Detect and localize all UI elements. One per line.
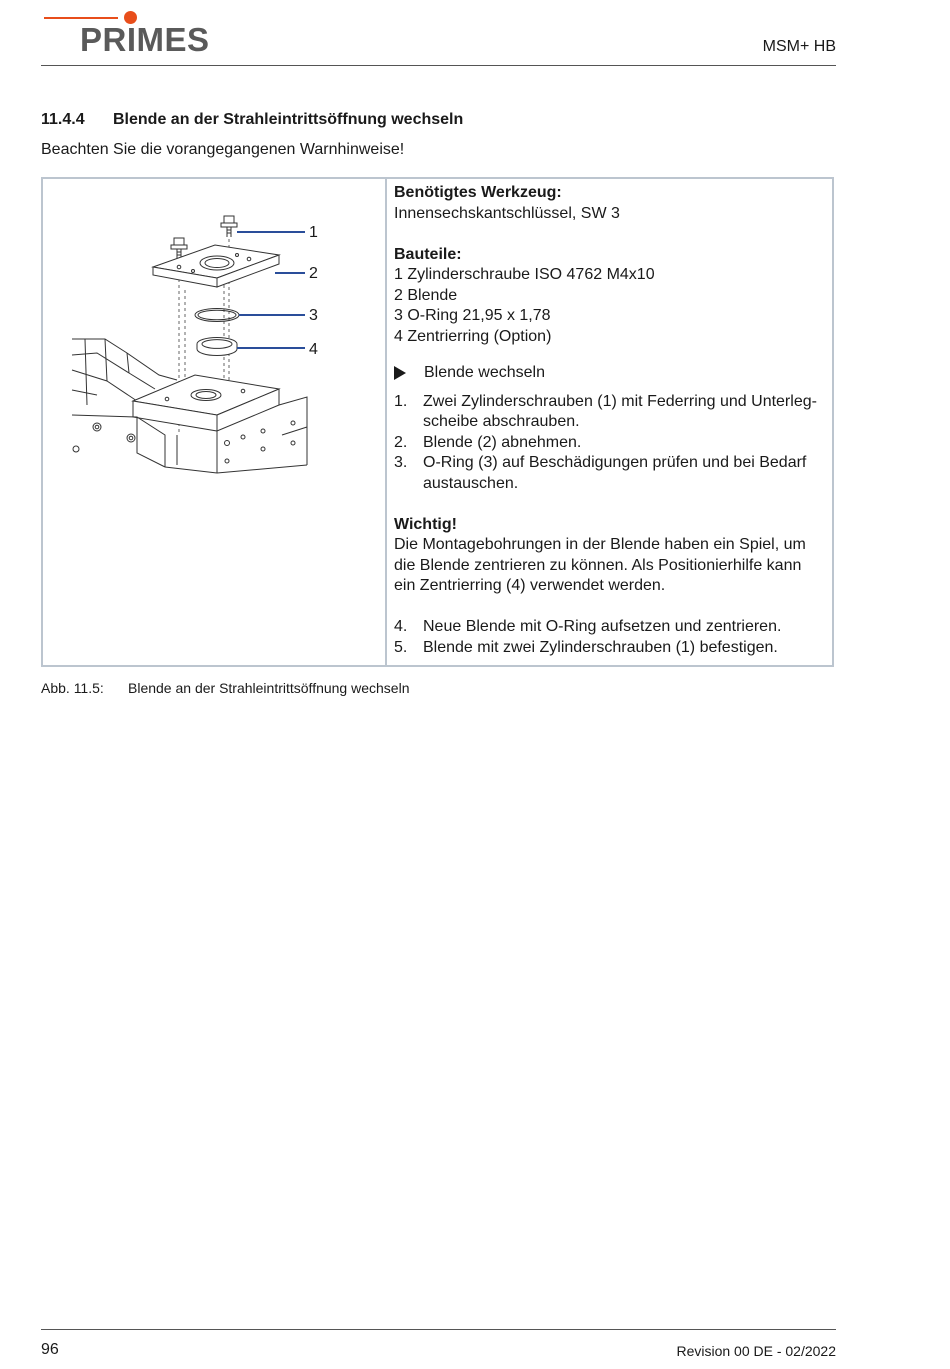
header-divider: [41, 65, 836, 66]
parts-item: 2 Blende: [394, 286, 458, 304]
callout-label-4: 4: [309, 341, 318, 358]
tools-heading: Benötigtes Werkzeug:: [394, 184, 562, 201]
callout-label-1: 1: [309, 224, 318, 241]
list-item: [394, 617, 826, 638]
step-text: Blende mit zwei Zylinderschrauben (1) befestigen.: [423, 638, 778, 656]
important-text: Die Montagebohrungen in der Blende haben ein Spiel, um die Blende zentrieren zu können. Als Positionierhilfe kann ein Zentrierring (4) verwendet werden.: [394, 536, 806, 594]
revision-text: Revision 00 DE - 02/2022: [676, 1343, 836, 1359]
instruction-panel: [394, 183, 826, 658]
important-heading: Wichtig!: [394, 515, 457, 533]
step-text: O-Ring (3) auf Beschädigungen prüfen und bei Bedarf austauschen.: [423, 454, 807, 492]
step-number: 1.: [394, 392, 408, 410]
step-text: Neue Blende mit O-Ring aufsetzen und zentrieren.: [423, 618, 782, 635]
parts-item: 3 O-Ring 21,95 x 1,78: [394, 307, 551, 324]
caption-text: Blende an der Strahleintrittsöffnung wechseln: [128, 680, 410, 696]
list-item: [394, 453, 826, 494]
step-number: 4.: [394, 618, 408, 635]
callout-label-3: 3: [309, 307, 318, 324]
caption-number: Abb. 11.5:: [41, 680, 104, 696]
callout-label-2: 2: [309, 265, 318, 282]
action-line: [394, 363, 826, 384]
parts-item: 1 Zylinderschraube ISO 4762 M4x10: [394, 266, 655, 283]
action-arrow-icon: [394, 366, 406, 380]
exploded-view-illustration: [67, 205, 367, 475]
screw-right: [221, 216, 237, 237]
page-number: 96: [41, 1341, 59, 1358]
step-text: Blende (2) abnehmen.: [423, 433, 582, 451]
steps-list-a: [394, 392, 826, 495]
step-number: 3.: [394, 454, 408, 471]
list-item: [394, 638, 826, 659]
figure-divider: [385, 179, 387, 665]
intro-text: Beachten Sie die vorangegangenen Warnhinweise!: [41, 141, 405, 158]
parts-heading: Bauteile:: [394, 245, 462, 263]
action-label: Blende wechseln: [424, 364, 545, 381]
parts-item: 4 Zentrierring (Option): [394, 327, 552, 345]
section-number: 11.4.4: [41, 111, 85, 128]
footer-divider: [41, 1329, 836, 1330]
figure-caption: [41, 680, 409, 696]
logo-line: [44, 17, 118, 19]
step-text: Zwei Zylinderschrauben (1) mit Federring und Unterleg- scheibe abschrauben.: [423, 392, 817, 430]
list-item: [394, 392, 826, 433]
tools-text: Innensechskantschlüssel, SW 3: [394, 204, 620, 222]
document-title: MSM+ HB: [762, 38, 836, 55]
parts-list: [394, 265, 826, 347]
steps-list-b: [394, 617, 826, 658]
section-heading: [41, 111, 463, 129]
step-number: 2.: [394, 433, 408, 451]
step-number: 5.: [394, 638, 408, 656]
list-item: [394, 433, 826, 454]
primes-logo: [44, 10, 224, 60]
section-title: Blende an der Strahleintrittsöffnung wechseln: [113, 111, 464, 128]
logo-text: PRIMES: [80, 21, 210, 58]
